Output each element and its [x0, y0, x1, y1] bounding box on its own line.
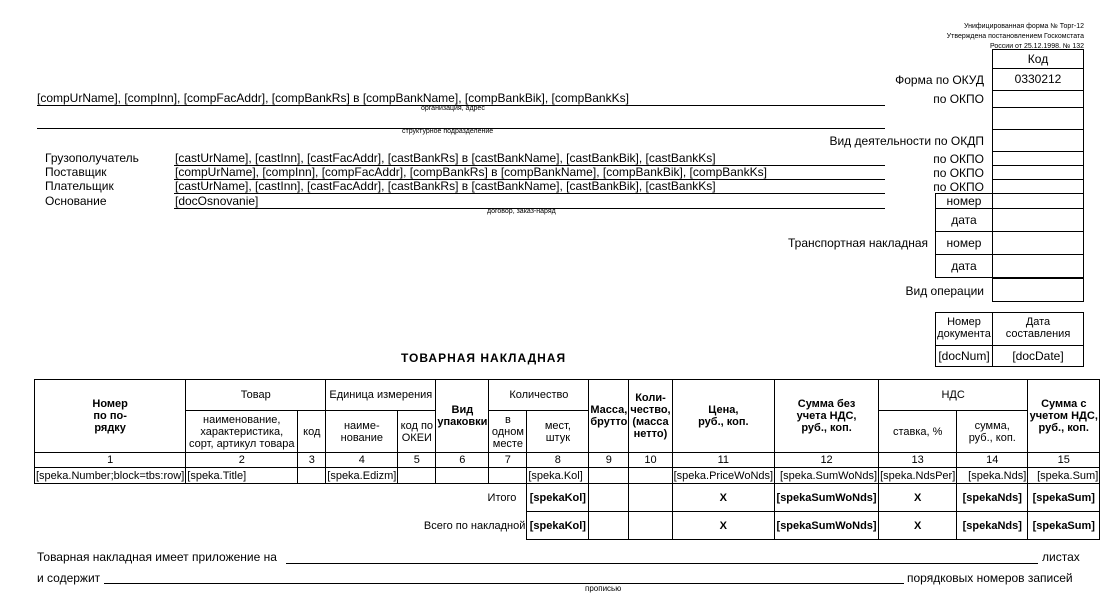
okud-value: 0330212 — [1014, 72, 1062, 86]
itogo-sum: [spekaSum] — [1028, 484, 1100, 512]
payer-label: Плательщик — [45, 179, 114, 193]
basis-date-label: дата — [951, 213, 977, 227]
doc-date-cell — [992, 345, 1084, 367]
col-number-14: 14 — [957, 453, 1028, 468]
basis-value: [docOsnovanie] — [175, 194, 259, 208]
row-edizm: [speka.Edizm] — [327, 469, 397, 482]
basis-date-label-cell — [935, 208, 993, 232]
header-sum-wo-vat: Сумма без учета НДС, руб., коп. — [775, 380, 879, 453]
doc-date-header-cell — [992, 312, 1084, 346]
row-title: [speka.Title] — [186, 468, 298, 484]
operation-label: Вид операции — [905, 284, 984, 298]
kod-header-cell — [992, 49, 1084, 69]
header-goods: Товар — [186, 380, 326, 411]
total-mass-net — [629, 512, 672, 540]
header-goods-name: наименование, характеристика, сорт, артикул товара — [186, 411, 298, 453]
form-header-line2: Утверждена постановлением Госкомстата — [946, 33, 1084, 40]
header-qty-one: в одном месте — [489, 411, 527, 453]
header-price: Цена, руб., коп. — [672, 380, 774, 453]
footer-line2-right: порядковых номеров записей — [907, 571, 1073, 585]
col-number-10: 10 — [629, 453, 672, 468]
basis-label: Основание — [45, 194, 107, 208]
col-number-11: 11 — [672, 453, 774, 468]
col-number-6: 6 — [436, 453, 489, 468]
okdp-cell — [992, 129, 1084, 152]
doc-number-cell — [935, 345, 993, 367]
footer-line1-left: Товарная накладная имеет приложение на — [37, 550, 277, 564]
subdivision-caption: структурное подразделение — [402, 128, 494, 135]
itogo-spacer — [298, 484, 326, 512]
transport-number-label: номер — [946, 236, 982, 250]
transport-date-label: дата — [951, 259, 977, 273]
itogo-sum-wo: [spekaSumWoNds] — [775, 484, 879, 512]
header-unit-okei: код по ОКЕИ — [398, 411, 436, 453]
supplier-value: [compUrName], [compInn], [compFacAddr], [compBankRs] в [compBankName], [compBankBik], [compBankKs] — [175, 165, 767, 179]
doc-date-value: [docDate] — [1012, 349, 1064, 363]
col-number-4: 4 — [326, 453, 398, 468]
goods-table — [34, 379, 1100, 540]
total-label: Всего по накладной — [423, 519, 526, 532]
basis-date-cell — [992, 208, 1084, 232]
header-unit-name: наиме- нование — [326, 411, 398, 453]
header-pack: Вид упаковки — [436, 380, 489, 453]
okpo-supplier-cell — [992, 165, 1084, 180]
total-nds-rate-x: X — [879, 512, 957, 540]
header-qty-places: мест, штук — [527, 411, 589, 453]
transport-number-label-cell — [935, 231, 993, 255]
okdp-label: Вид деятельности по ОКДП — [829, 134, 984, 148]
footer-line1-underline — [286, 563, 1038, 564]
okud-label: Форма по ОКУД — [895, 73, 984, 87]
row-sum: [speka.Sum] — [1028, 468, 1100, 484]
document-title: ТОВАРНАЯ НАКЛАДНАЯ — [401, 351, 567, 365]
transport-number-cell — [992, 231, 1084, 255]
header-vat-sum: сумма, руб., коп. — [957, 411, 1028, 453]
footer-caption: прописью — [585, 584, 622, 593]
supplier-label: Поставщик — [45, 165, 107, 179]
row-mass-gross — [589, 468, 629, 484]
organization-value: [compUrName], [compInn], [compFacAddr], [compBankRs] в [compBankName], [compBankBik], [compBankKs] — [37, 91, 629, 105]
header-number: Номер по по- рядку — [35, 380, 186, 453]
header-vat-rate: ставка, % — [879, 411, 957, 453]
row-goods-code — [298, 468, 326, 484]
row-pack — [436, 468, 489, 484]
consignee-label: Грузополучатель — [45, 151, 139, 165]
form-header — [947, 22, 1084, 52]
subdivision-code-cell — [992, 107, 1084, 130]
footer-line2-underline — [104, 583, 904, 584]
itogo-price-x: X — [672, 484, 774, 512]
header-mass-net: Коли- чество, (масса нетто) — [629, 380, 672, 453]
itogo-kol: [spekaKol] — [527, 484, 589, 512]
okpo-org-cell — [992, 90, 1084, 108]
transport-date-cell — [992, 254, 1084, 278]
row-okei — [398, 468, 436, 484]
itogo-row — [35, 484, 1100, 512]
col-number-15: 15 — [1028, 453, 1100, 468]
doc-number-header: Номер документа — [937, 316, 991, 340]
total-spacer — [35, 512, 186, 540]
row-mass-net — [629, 468, 672, 484]
footer-line2-left: и содержит — [37, 571, 101, 585]
col-number-13: 13 — [879, 453, 957, 468]
basis-number-label: номер — [946, 194, 982, 208]
col-number-9: 9 — [589, 453, 629, 468]
row-number: [speka.Number;block=tbs:row] — [36, 469, 185, 482]
transport-date-label-cell — [935, 254, 993, 278]
okpo-supplier-label: по ОКПО — [933, 166, 984, 180]
okpo-consignee-cell — [992, 151, 1084, 166]
form-header-line3: России от 25.12.1998. № 132 — [990, 43, 1084, 50]
total-spacer — [298, 512, 326, 540]
doc-date-header: Дата составления — [1005, 316, 1071, 340]
itogo-spacer — [398, 484, 436, 512]
basis-number-label-cell — [935, 193, 993, 209]
okpo-org-label: по ОКПО — [933, 92, 984, 106]
row-nds-per: [speka.NdsPer] — [880, 469, 956, 482]
col-number-3: 3 — [298, 453, 326, 468]
total-spacer — [186, 512, 298, 540]
itogo-mass-gross — [589, 484, 629, 512]
total-sum-wo: [spekaSumWoNds] — [775, 512, 879, 540]
payer-underline — [174, 193, 885, 194]
itogo-label: Итого — [487, 491, 517, 504]
total-mass-gross — [589, 512, 629, 540]
header-vat: НДС — [879, 380, 1028, 411]
col-number-1: 1 — [35, 453, 186, 468]
basis-caption: договор, заказ-наряд — [487, 208, 556, 215]
total-sum: [spekaSum] — [1028, 512, 1100, 540]
footer-line1-right: листах — [1042, 550, 1080, 564]
row-qty-one — [489, 468, 527, 484]
header-goods-code: код — [298, 411, 326, 453]
total-nds: [spekaNds] — [957, 512, 1028, 540]
consignee-value: [castUrName], [castInn], [castFacAddr], [castBankRs] в [castBankName], [castBankBik], [castBankKs] — [175, 151, 716, 165]
col-number-12: 12 — [775, 453, 879, 468]
itogo-spacer — [326, 484, 398, 512]
itogo-spacer — [35, 484, 186, 512]
itogo-spacer — [186, 484, 298, 512]
row-price: [speka.PriceWoNds] — [673, 469, 774, 482]
transport-label: Транспортная накладная — [787, 236, 928, 250]
header-sum-with-vat: Сумма с учетом НДС, руб., коп. — [1028, 380, 1100, 453]
doc-number-header-cell — [935, 312, 993, 346]
table-row — [35, 468, 1100, 484]
operation-cell — [992, 278, 1084, 302]
header-mass-gross: Масса, брутто — [589, 380, 629, 453]
row-kol: [speka.Kol] — [527, 468, 589, 484]
form-header-line1: Унифицированная форма № Торг-12 — [963, 23, 1084, 30]
doc-number-value: [docNum] — [938, 349, 990, 363]
col-number-5: 5 — [398, 453, 436, 468]
header-qty: Количество — [489, 380, 589, 411]
okpo-payer-label: по ОКПО — [933, 180, 984, 194]
okpo-payer-cell — [992, 179, 1084, 194]
total-price-x: X — [672, 512, 774, 540]
header-unit: Единица измерения — [326, 380, 436, 411]
itogo-nds-rate-x: X — [879, 484, 957, 512]
row-nds: [speka.Nds] — [957, 468, 1028, 484]
itogo-nds: [spekaNds] — [957, 484, 1028, 512]
col-number-7: 7 — [489, 453, 527, 468]
okud-cell — [992, 68, 1084, 91]
row-sum-wo: [speka.SumWoNds] — [775, 468, 879, 484]
okpo-consignee-label: по ОКПО — [933, 152, 984, 166]
organization-caption: организация, адрес — [421, 105, 485, 112]
itogo-mass-net — [629, 484, 672, 512]
total-kol: [spekaKol] — [527, 512, 589, 540]
payer-value: [castUrName], [castInn], [castFacAddr], [castBankRs] в [castBankName], [castBankBik], [castBankKs] — [175, 179, 716, 193]
basis-number-cell — [992, 193, 1084, 209]
total-row — [35, 512, 1100, 540]
kod-label: Код — [1027, 52, 1049, 66]
col-number-2: 2 — [186, 453, 298, 468]
col-number-8: 8 — [527, 453, 589, 468]
